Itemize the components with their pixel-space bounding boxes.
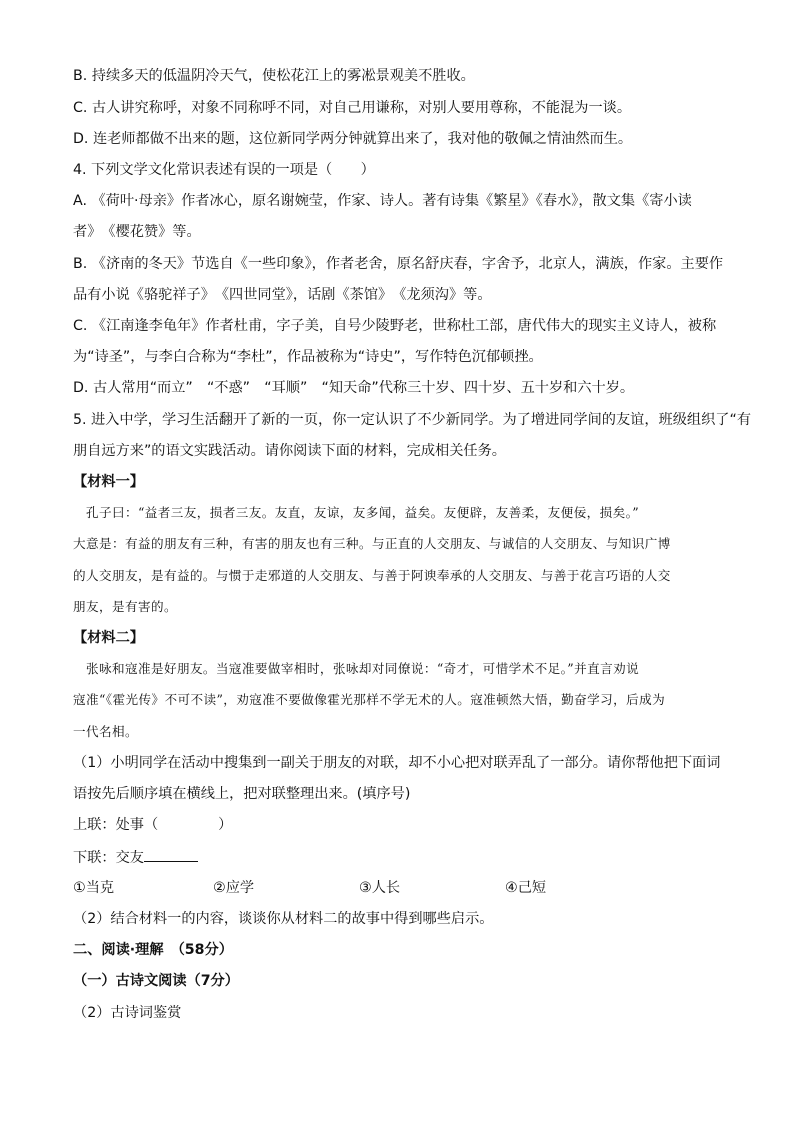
material-one-heading: 【材料一】 — [73, 474, 144, 490]
upper-couplet-label: 上联：处事（ — [73, 817, 159, 833]
option-4: ④己短 — [505, 880, 547, 896]
question-5-stem-line1: 5. 进入中学，学习生活翻开了新的一页，你一定认识了不少新同学。为了增进同学间的友谊，班级组织了“有 — [73, 412, 752, 428]
upper-couplet — [73, 815, 733, 835]
option-b-sentence: B. 持续多天的低温阴冷天气，使松花江上的雾凇景观美不胜收。 — [73, 68, 475, 84]
option-1: ①当克 — [73, 880, 115, 896]
subquestion-2: （2）结合材料一的内容，谈谈你从材料二的故事中得到哪些启示。 — [73, 911, 494, 927]
option-d-sentence: D. 连老师都做不出来的题，这位新同学两分钟就算出来了，我对他的敬佩之情油然而生。 — [73, 131, 633, 147]
option-3: ③人长 — [359, 880, 401, 896]
material-two-text-line2: 寇准“《霍光传》不可不读”，劝寇准不要做像霍光那样不学无术的人。寇准顿然大悟，勤奋学习，后成为 — [73, 692, 666, 707]
material-one-text-line4: 朋友，是有害的。 — [73, 599, 177, 614]
lower-couplet-blank[interactable] — [144, 847, 198, 862]
section-2-heading: 二、阅读·理解 （58分） — [73, 942, 233, 958]
question-4-stem: 4. 下列文学文化常识表述有误的一项是（ ） — [73, 162, 375, 178]
question-5-stem-line2: 朋自远方来”的语文实践活动。请你阅读下面的材料，完成相关任务。 — [73, 443, 506, 459]
q4-option-b-line2: 品有小说《骆驼祥子》 《四世同堂》，话剧《茶馆》 《龙须沟》等。 — [73, 287, 492, 303]
material-two-heading: 【材料二】 — [73, 630, 144, 646]
subquestion-1-line2: 语按先后顺序填在横线上，把对联整理出来。(填序号) — [73, 786, 411, 802]
section-2-1-heading: （一）古诗文阅读（7分） — [73, 973, 239, 989]
material-two-text-line3: 一代名相。 — [73, 724, 138, 739]
material-one-text-line2: 大意是：有益的朋友有三种，有害的朋友也有三种。与正直的人交朋友、与诚信的人交朋友、与知识广博 — [73, 536, 671, 551]
q4-option-a-line2: 者》 《樱花赞》等。 — [73, 224, 201, 240]
q4-option-c-line2: 为“诗圣”，与李白合称为“李杜”，作品被称为“诗史”，写作特色沉郁顿挫。 — [73, 349, 543, 365]
q4-option-a-line1: A. 《荷叶·母亲》作者冰心，原名谢婉莹，作家、诗人。著有诗集《繁星》《春水》，散文集《寄小读 — [73, 193, 692, 209]
q4-option-d: D. 古人常用“而立” “不惑” “耳顺” “知天命”代称三十岁、四十岁、五十岁和六十岁。 — [73, 380, 635, 396]
poetry-appreciation-heading: （2）古诗词鉴赏 — [73, 1005, 182, 1021]
option-2: ②应学 — [213, 880, 255, 896]
material-two-text-line1: 张咏和寇准是好朋友。当寇准要做宰相时，张咏却对同僚说：“奇才，可惜学术不足。”并直言劝说 — [73, 661, 640, 676]
q4-option-c-line1: C. 《江南逢李龟年》作者杜甫，字子美，自号少陵野老，世称杜工部，唐代伟大的现实主义诗人，被称 — [73, 318, 717, 334]
material-one-text-line1: 孔子曰：“益者三友，损者三友。友直，友谅，友多闻，益矣。友便辟，友善柔，友便佞，损矣。” — [73, 505, 640, 520]
option-c-sentence: C. 古人讲究称呼，对象不同称呼不同，对自己用谦称，对别人要用尊称，不能混为一谈。 — [73, 100, 632, 116]
lower-couplet — [73, 847, 733, 868]
q4-option-b-line1: B. 《济南的冬天》节选自《一些印象》，作者老舍，原名舒庆春，字舍予，北京人，满族，作家。主要作 — [73, 256, 724, 272]
lower-couplet-label: 下联：交友 — [73, 850, 144, 866]
upper-couplet-close: ） — [218, 817, 233, 833]
subquestion-1-line1: （1）小明同学在活动中搜集到一副关于朋友的对联，却不小心把对联弄乱了一部分。请你帮他把下面词 — [73, 755, 721, 771]
material-one-text-line3: 的人交朋友，是有益的。与惯于走邪道的人交朋友、与善于阿谀奉承的人交朋友、与善于花言巧语的人交 — [73, 568, 671, 583]
